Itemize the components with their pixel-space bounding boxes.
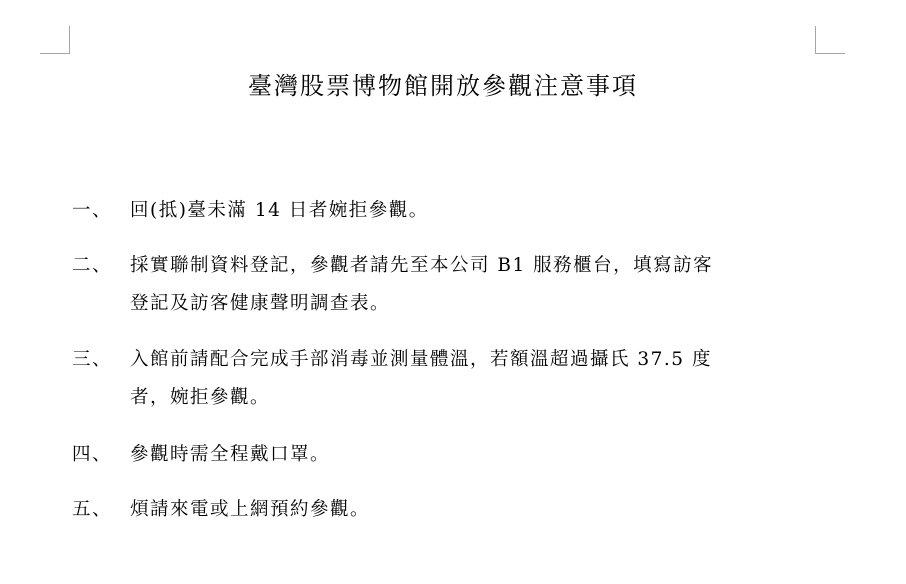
item-text-continued: 登記及訪客健康聲明調查表。 [130,293,391,314]
list-item-5 [72,491,812,529]
item-number: 四、 [72,444,113,465]
item-text: 入館前請配合完成手部消毒並測量體溫，若額溫超過攝氏 37.5 度 [130,349,712,370]
list-item-4 [72,436,812,474]
list-item-1 [72,192,812,230]
item-number: 五、 [72,499,113,520]
crop-mark-top-left [40,26,70,54]
item-number: 二、 [72,255,113,276]
list-item-3 [72,341,812,417]
item-text: 參觀時需全程戴口罩。 [130,444,331,465]
item-number: 一、 [72,200,113,221]
item-number: 三、 [72,349,113,370]
crop-mark-top-right [815,26,845,54]
list-item-2 [72,247,812,323]
item-text-continued: 者，婉拒參觀。 [130,387,271,408]
item-text: 回(抵)臺未滿 14 日者婉拒參觀。 [130,200,429,221]
item-text: 煩請來電或上網預約參觀。 [130,499,371,520]
item-text: 採實聯制資料登記，參觀者請先至本公司 B1 服務櫃台，填寫訪客 [130,255,714,276]
document-title: 臺灣股票博物館開放參觀注意事項 [248,72,638,100]
